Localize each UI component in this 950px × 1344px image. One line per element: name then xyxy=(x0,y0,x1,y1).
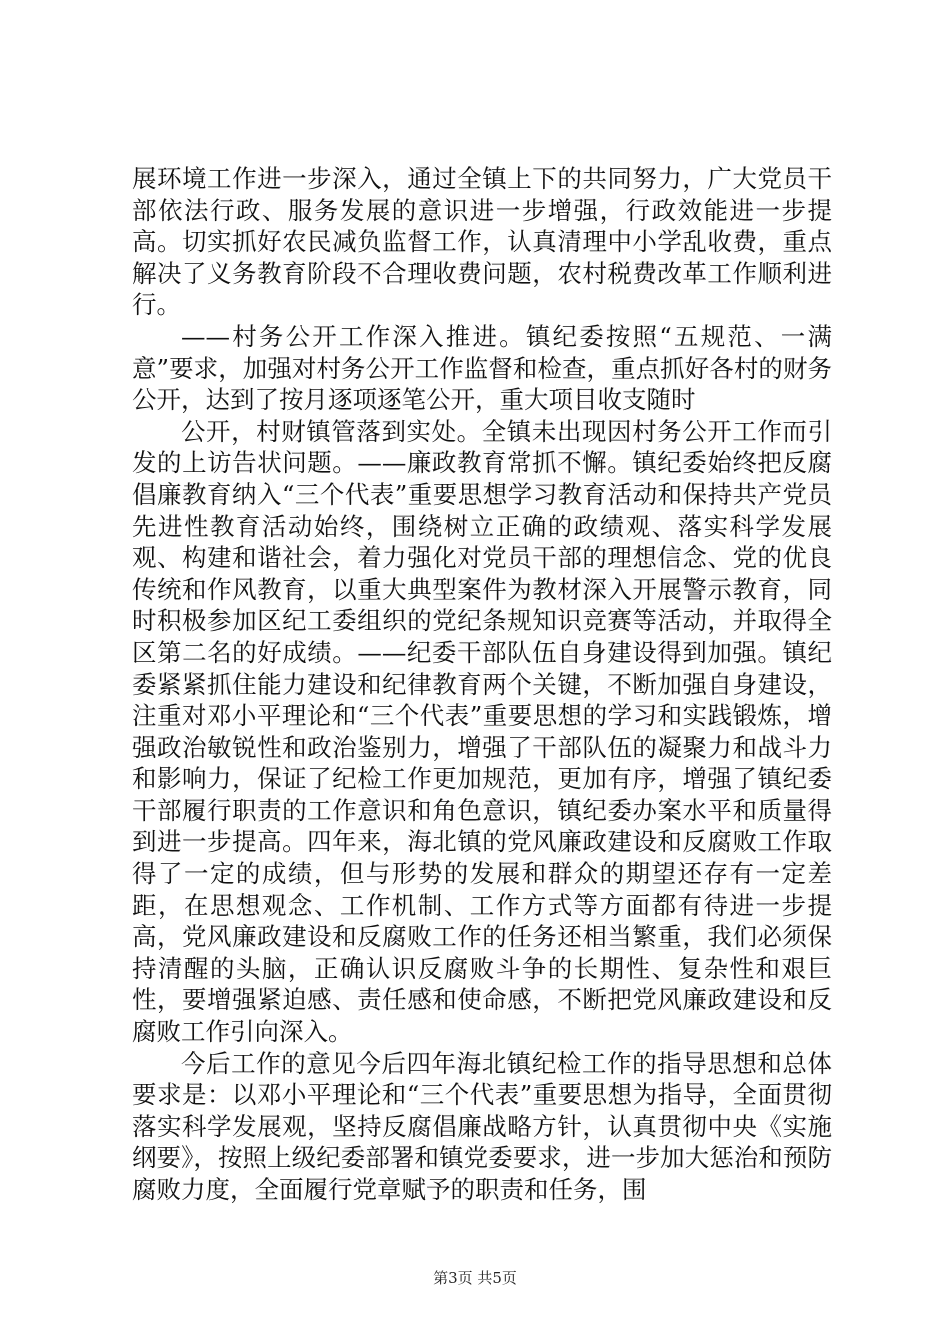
paragraph-3: 公开，村财镇管落到实处。全镇未出现因村务公开工作而引发的上访告状问题。——廉政教育常抓不懈。镇纪委始终把反腐倡廉教育纳入“三个代表”重要思想学习教育活动和保持共产党员先进性教育活动始终，围绕树立正确的政绩观、落实科学发展观、构建和谐社会，着力强化对党员干部的理想信念、党的优良传统和作风教育，以重大典型案件为教材深入开展警示教育，同时积极参加区纪工委组织的党纪条规知识竞赛等活动，并取得全区第二名的好成绩。——纪委干部队伍自身建设得到加强。镇纪委紧紧抓住能力建设和纪律教育两个关键，不断加强自身建设，注重对邓小平理论和“三个代表”重要思想的学习和实践锻炼，增强政治敏锐性和政治鉴别力，增强了干部队伍的凝聚力和战斗力和影响力，保证了纪检工作更加规范，更加有序，增强了镇纪委干部履行职责的工作意识和角色意识，镇纪委办案水平和质量得到进一步提高。四年来，海北镇的党风廉政建设和反腐败工作取得了一定的成绩，但与形势的发展和群众的期望还存有一定差距，在思想观念、工作机制、工作方式等方面都有待进一步提高，党风廉政建设和反腐败工作的任务还相当繁重，我们必须保持清醒的头脑，正确认识反腐败斗争的长期性、复杂性和艰巨性，要增强紧迫感、责任感和使命感，不断把党风廉政建设和反腐败工作引向深入。 xyxy=(132,416,832,1047)
paragraph-1: 展环境工作进一步深入，通过全镇上下的共同努力，广大党员干部依法行政、服务发展的意识进一步增强，行政效能进一步提高。切实抓好农民减负监督工作，认真清理中小学乱收费，重点解决了义务教育阶段不合理收费问题，农村税费改革工作顺利进行。 xyxy=(132,164,832,320)
paragraph-2: ——村务公开工作深入推进。镇纪委按照“五规范、一满意”要求，加强对村务公开工作监督和检查，重点抓好各村的财务公开，达到了按月逐项逐笔公开，重大项目收支随时 xyxy=(132,321,832,415)
paragraph-4: 今后工作的意见今后四年海北镇纪检工作的指导思想和总体要求是：以邓小平理论和“三个代表”重要思想为指导，全面贯彻落实科学发展观，坚持反腐倡廉战略方针，认真贯彻中央《实施纲要》，按照上级纪委部署和镇党委要求，进一步加大惩治和预防腐败力度，全面履行党章赋予的职责和任务，围 xyxy=(132,1048,832,1204)
document-body xyxy=(132,163,832,1206)
page-footer xyxy=(0,1268,950,1288)
page-indicator: 第3页 共5页 xyxy=(433,1269,517,1287)
